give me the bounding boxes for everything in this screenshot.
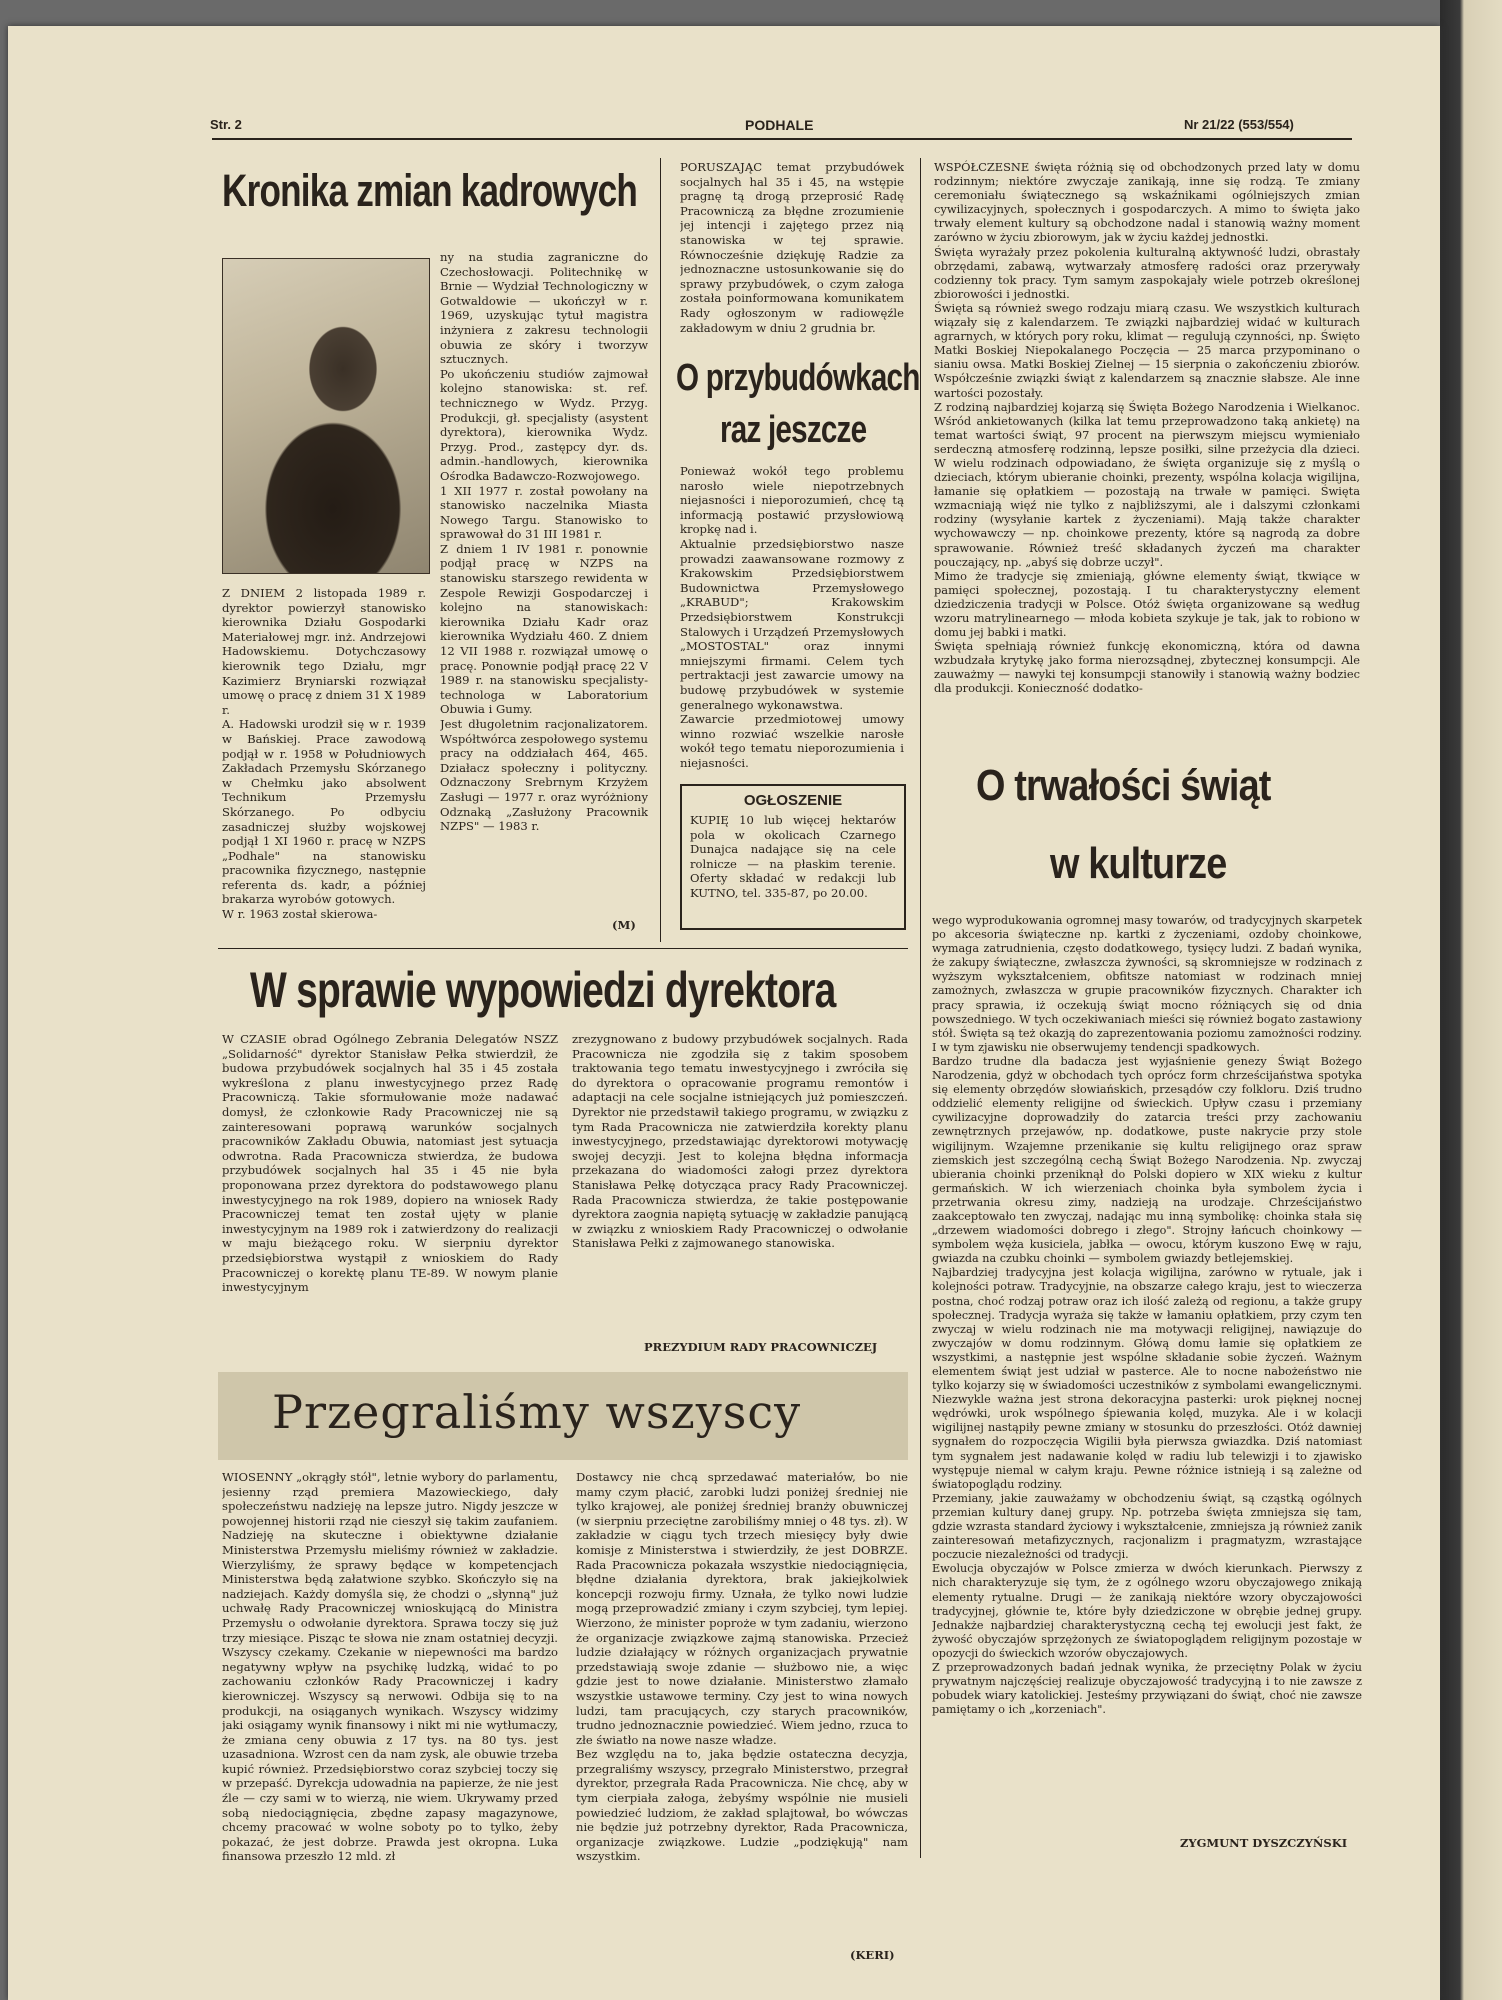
- kronika-column-1: Z DNIEM 2 listopada 1989 r. dyrektor powierzył stanowisko kierownika Działu Gospodarki Materiałowej mgr. inż. Andrzejowi Hadowskiemu. Dotychczasowy kierownik tego Działu, mgr Kazimierz Bryniarski rozwiązał umowę o pracę z dniem 31 X 1989 r. A. Hadowski urodził się w r. 1939 w Bańskiej. Prace zawodową podjął w r. 1958 w Południowych Zakładach Przemysłu Skórzanego w Chełmku jako absolwent Technikum Przemysłu Skórzanego. Po odbyciu zasadniczej służby wojskowej podjął 1 XI 1960 r. pracę w NZPS „Podhale" na stanowisku pracownika fizycznego, następnie referenta ds. kadr, a później brakarza wyrobów gotowych. W r. 1963 został skierowa-: [222, 586, 426, 922]
- wypowiedz-column-1: W CZASIE obrad Ogólnego Zebrania Delegatów NSZZ „Solidarność" dyrektor Stanisław Pełka stwierdził, że budowa przybudówek socjalnych hal 35 i 45 została wykreślona z planu inwestycyjnego przez Radę Pracowniczą. Takie sformułowanie może nadawać domysł, że członkowie Rady Pracowniczej nie są zainteresowani poprawą warunków socjalnych pracowników Zakładu Obuwia, natomiast jest sytuacja odwrotna. Rada Pracownicza stwierdza, że budowa przybudówek socjalnych hal 35 i 45 nie była proponowana przez dyrektora do podstawowego planu inwestycyjnego na rok 1989, dopiero na wniosek Rady Pracowniczej temat ten został ujęty w planie inwestycyjnym na 1989 rok i zatwierdzony do realizacji w maju bieżącego roku. W sierpniu dyrektor przedsiębiorstwa wystąpił z wnioskiem do Rady Pracowniczej o korektę planu TE-89. W nowym planie inwestycyjnym: [222, 1032, 558, 1295]
- kronika-title: Kronika zmian kadrowych: [222, 165, 638, 216]
- wypowiedz-signature: PREZYDIUM RADY PRACOWNICZEJ: [644, 1340, 878, 1354]
- przegralismy-column-1: WIOSENNY „okrągły stół", letnie wybory do parlamentu, jesienny rząd premiera Mazowieckiego, dały społeczeństwu nadzieję na lepsze jutro. Nigdy jeszcze w powojennej historii rząd nie cieszył się takim zaufaniem. Nadzieję na skuteczne i obiektywne działanie Ministerstwa Przemysłu mieliśmy również w zakładzie. Wierzyliśmy, że sprawy będące w kompetencjach Ministerstwa będą załatwione szybko. Skończyło się na nadziejach. Każdy domyśla się, że chodzi o „słynną" już uchwałę Rady Pracowniczej wnioskującą do Ministra Przemysłu o odwołanie dyrektora. Sprawa toczy się już trzy miesiące. Pisząc te słowa nie znam ostatniej decyzji. Wszyscy czekamy. Czekanie w niepewności ma bardzo negatywny wpływ na psychikę ludzką, widać to po zachowaniu członków Rady Pracowniczej i kadry kierowniczej. Wszyscy są nerwowi. Odbija się to na produkcji, na osiąganych wynikach. Wszyscy widzimy jaki osiągamy wynik finansowy i nikt mi nie wytłumaczy, że zmiana ceny obuwia z 17 tys. na 80 tys. jest uzasadniona. Wzrost cen da nam zysk, ale obuwie trzeba kupić również. Przedsiębiorstwo coraz szybciej toczy się w przepaść. Dyrekcja udowadnia na papierze, że nie jest źle — czy sami w to wierzą, nie wiem. Ukrywamy przed sobą niedociągnięcia, zbędne zapasy magazynowe, chcemy pracować w wolne soboty po to tylko, żeby pokazać, że jest dobrze. Prawda jest okropna. Luka finansowa przeszło 12 mld. zł: [222, 1470, 558, 1864]
- przegralismy-column-2: Dostawcy nie chcą sprzedawać materiałów, bo nie mamy czym płacić, zarobki ludzi poniżej średniej nie tylko krajowej, ale poniżej średniej branży obuwniczej (w sierpniu przeciętne zarobiliśmy mniej o 48 tys. zł). W zakładzie w ciągu tych trzech miesięcy były dwie komisje z Ministerstwa i stwierdziły, że jest DOBRZE. Rada Pracownicza pokazała wszystkie niedociągnięcia, błędne działania dyrektora, brak jakiejkolwiek koncepcji rozwoju firmy. Uznała, że tylko nowi ludzie mogą przeprowadzić zmiany i czym szybciej, tym lepiej. Wierzono, że minister poproże w tym zadaniu, wierzono że organizacje związkowe zajmą stanowiska. Przecież ludzie działający w różnych organizacjach prywatnie przedstawiają swoje zdanie — służbowo nie, a więc gdzie jest to nowe działanie. Ministerstwo złamało wszystkie ustawowe terminy. Czy jest to wina nowych ludzi, tam pracujących, czy starych pracowników, trudno jednoznacznie powiedzieć. Wiem jedno, rzuca to złe światło na nowe nasze władze. Bez względu na to, jaka będzie ostateczna decyzja, przegraliśmy wszyscy, przegrało Ministerstwo, przegrał dyrektor, przegrała Rada Pracownicza. Nie chcę, aby w tym cierpiała załoga, żebyśmy wspólnie nie musieli powiedzieć ludziom, że zakład splajtował, bo wówczas nie będzie już potrzebny dyrektor, Rada Pracownicza, organizacje związkowe. Ludzie „podziękują" nam wszystkim.: [576, 1470, 908, 1864]
- kronika-signature: (M): [612, 918, 636, 932]
- przybudowki-body: Ponieważ wokół tego problemu narosło wiele niepotrzebnych niejasności i nieporozumień, chcę tą informacją postawić przysłowiową kropkę nad i. Aktualnie przedsiębiorstwo nasze prowadzi zaawansowane rozmowy z Krakowskim Przedsiębiorstwem Budownictwa Przemysłowego „KRABUD"; Krakowskim Przedsiębiorstwem Konstrukcji Stalowych i Urządzeń Przemysłowych „MOSTOSTAL" oraz innymi mniejszymi firmami. Celem tych pertraktacji jest zawarcie umowy na budowę przybudówek w systemie generalnego wykonawstwa. Zawarcie przedmiotowej umowy winno rozwiać wszelkie narosłe wokół tego tematu nieporozumienia i niejasności.: [680, 464, 904, 770]
- column-rule-right: [920, 158, 921, 1858]
- przybudowki-title-line-1: O przybudówkach: [676, 357, 920, 399]
- swieta-author: ZYGMUNT DYSZCZYŃSKI: [1180, 1836, 1348, 1850]
- portrait-photo: [222, 258, 430, 574]
- ad-text: KUPIĘ 10 lub więcej hektarów pola w okolicach Czarnego Dunajca nadające się na cele rolnicze — na płaskim terenie. Oferty składać w redakcji lub KUTNO, tel. 335-87, po 20.00.: [690, 813, 896, 900]
- ad-title: OGŁOSZENIE: [743, 792, 843, 809]
- kronika-column-2: ny na studia zagraniczne do Czechosłowacji. Politechnikę w Brnie — Wydział Technologiczny w Gotwaldowie — ukończył w r. 1969, uzyskując tytuł magistra inżyniera z zakresu technologii obuwia ze skóry i tworzyw sztucznych. Po ukończeniu studiów zajmował kolejno stanowiska: st. ref. technicznego w Wydz. Przyg. Produkcji, gł. specjalisty (asystent dyrektora), kierownika Wydz. Przyg. Prod., zastępcy dyr. ds. admin.-handlowych, kierownika Ośrodka Badawczo-Rozwojowego. 1 XII 1977 r. został powołany na stanowisko naczelnika Miasta Nowego Targu. Stanowisko to sprawował do 31 III 1981 r. Z dniem 1 IV 1981 r. ponownie podjął pracę w NZPS na stanowisku starszego rewidenta w Zespole Rewizji Gospodarczej i kolejno na stanowiskach: kierownika Działu Kadr oraz kierownika Wydziału 460. Z dniem 12 VII 1988 r. rozwiązał umowę o pracę. Ponownie podjął pracę 22 V 1989 r. na stanowisku specjalisty-technologa w Laboratorium Obuwia i Gumy. Jest długoletnim racjonalizatorem. Współtwórca zespołowego systemu pracy na oddziałach 464, 465. Działacz społeczny i polityczny. Odznaczony Srebrnym Krzyżem Zasługi — 1977 r. oraz wyróżniony Odznaką „Zasłużony Pracownik NZPS" — 1983 r.: [440, 250, 648, 834]
- swieta-title-line-1: O trwałości świąt: [976, 761, 1271, 810]
- masthead: PODHALE: [745, 117, 814, 133]
- wypowiedz-column-2: zrezygnowano z budowy przybudówek socjalnych. Rada Pracownicza nie zgodziła się z takim sposobem traktowania tego tematu inwestycyjnego i zwróciła się do dyrektora o opracowanie programu remontów i adaptacji na cele socjalne istniejących już pomieszczeń. Dyrektor nie przedstawił takiego programu, w związku z tym Rada Pracownicza nie zatwierdziła korekty planu inwestycyjnego, przedstawiając dyrektorowi motywację swojej decyzji. Jest to kolejna błędna informacja przekazana do wiadomości załogi przez dyrektora Stanisława Pełkę dotycząca pracy Rady Pracowniczej. Rada Pracownicza stwierdza, że takie postępowanie dyrektora zaognia napiętą sytuację w zakładzie panującą w związku z wnioskiem Rady Pracowniczej o odwołanie Stanisława Pełki z zajmowanego stanowiska.: [572, 1032, 908, 1251]
- section-rule: [218, 948, 908, 949]
- adjacent-page-edge: [1440, 0, 1502, 2000]
- header-rule: [212, 138, 1352, 140]
- wypowiedz-title: W sprawie wypowiedzi dyrektora: [250, 962, 836, 1018]
- issue-number: Nr 21/22 (553/554): [1184, 117, 1294, 132]
- przegralismy-title: Przegraliśmy wszyscy: [272, 1385, 802, 1439]
- column-rule: [660, 158, 661, 942]
- przybudowki-title-line-2: raz jeszcze: [720, 409, 867, 451]
- swieta-body: wego wyprodukowania ogromnej masy towarów, od tradycyjnych skarpetek po akcesoria świąteczne np. kartki z życzeniami, ozdoby choinkowe, wymaga zatrudnienia, często dodatkowego, tysięcy ludzi. Z badań wynika, że zakupy świąteczne, zwłaszcza żywności, są skromniejsze w rodzinach z wyższym wykształceniem, obfitsze natomiast w rodzinach mniej zamożnych, zwłaszcza w grupie pracowników fizycznych. Charakter ich pracy sprawia, iż oczekują świąt mocno różniących się od dnia powszedniego. W tych oczekiwaniach mieści się również bogato zastawiony stół. Święta są też okazją do zaprezentowania poziomu zamożności rodziny. I w tym zjawisku nie obserwujemy tendencji spadkowych. Bardzo trudne dla badacza jest wyjaśnienie genezy Świąt Bożego Narodzenia, gdyż w obchodach tych oprócz form chrześcijaństwa spotyka się elementy obrzędów słowiańskich, przesądów czy folkloru. Dziś trudno oddzielić elementy religijne od świeckich. Upływ czasu i przemiany cywilizacyjne doprowadziły do zatarcia treści przy zachowaniu zewnętrznych przejawów, np. dodatkowe, puste nakrycie przy stole wigilijnym. Wzajemne przenikanie się kultu religijnego oraz spraw ziemskich jest szczególną cechą Świąt Bożego Narodzenia. Np. zwyczaj ubierania choinki przeniknął do Polski dopiero w XIX wieku z kultur germańskich. W ich wierzeniach choinka była symbolem życia i przetrwania okresu zimy, nadzieją na urodzaje. Chrześcijaństwo zaakceptowało ten zwyczaj, nadając mu inną symbolikę: choinka stała się „drzewem wiadomości dobrego i złego". Strojny łańcuch choinkowy — symbolem węża kusiciela, jabłka — owocu, którym kuszono Ewę w raju, gwiazda na czubku choinki — symbolem gwiazdy betlejemskiej. Najbardziej tradycyjna jest kolacja wigilijna, zarówno w rytuale, jak i kolejności potraw. Tradycyjnie, na obszarze całego kraju, jest to wieczerza postna, choć rodzaj potraw oraz ich ilość zależą od regionu, a także grupy społecznej. Tradycja wyraża się także w łamaniu opłatkiem, przy czym ten zwyczaj w wielu rodzinach nie ma motywacji religijnej, nawiązuje do zwyczajów w domu rodzinnym. Główą domu łamie się opłatkiem ze wszystkimi, a następnie jest wspólne składanie sobie życzeń. Ważnym elementem świąt jest udział w pasterce. Ale to nocne nabożeństwo nie tylko kojarzy się w świadomości uczestników z symbolami ewangelicznymi. Niezwykle ważna jest strona dekoracyjna pasterki: urok pięknej nocnej wędrówki, urok wspólnego śpiewania kolęd, muzyka. Ale i w kolacji wigilijnej nastąpiły pewne zmiany w stosunku do przeszłości. Otóż dawniej sygnałem do rozpoczęcia Wigilii była pierwsza gwiazdka. Dziś natomiast tym sygnałem jest nadawanie kolęd w radiu lub telewizji i to zjawisko występuje niemal w całym kraju. Pewne różnice istnieją i są zależne od światopoglądu rodziny. Przemiany, jakie zauważamy w obchodzeniu świąt, są cząstką ogólnych przemian kultury danej grupy. Np. potrzeba święta zmniejsza się tam, gdzie wzrasta standard życiowy i wykształcenie, zmniejsza ją również zanik zainteresowań metafizycznych, racjonalizm i pragmatyzm, wzrastające poczucie niezależności od tradycji. Ewolucja obyczajów w Polsce zmierza w dwóch kierunkach. Pierwszy z nich charakteryzuje się tym, że z ogólnego wzoru obyczajowego znikają elementy rytualne. Drugi — że zanikają niektóre wzory obyczajowości tradycyjnej, głównie te, które były dziedziczone w obrębie jednej grupy. Jednakże najbardziej charakterystyczną cechą tej ewolucji jest fakt, że żywość obyczajów sprzężonych ze światopoglądem religijnym pozostaje w opozycji do świeckich wzorów obyczajowych. Z przeprowadzonych badań jednak wynika, że przeciętny Polak w życiu prywatnym najczęściej realizuje obyczajowość tradycyjną i to nie zawsze z pobudek wiary katolickiej. Jesteśmy przywiązani do świąt, choć nie zawsze pamiętamy o ich „korzeniach".: [932, 914, 1362, 1717]
- swieta-title-line-2: w kulturze: [1050, 839, 1227, 888]
- swieta-intro: WSPÓŁCZESNE święta różnią się od obchodzonych przed laty w domu rodzinnym; niektóre zwyczaje zanikają, inne się rodzą. Te zmiany ceremoniału świątecznego są wskaźnikami ogólniejszych zmian cywilizacyjnych, społecznych i gospodarczych. A mimo to święta jako trwały element kultury są obchodzone nadal i stanowią ważny moment zarówno w życiu zbiorowym, jak w życiu każdej jednostki. Święta wyrażały przez pokolenia kulturalną aktywność ludzi, obrastały obrzędami, zabawą, wytwarzały atmosferę radości oraz przerywały codzienny tok pracy. Tym samym zaspokajały wiele potrzeb określonej zbiorowości i jednostki. Święta są również swego rodzaju miarą czasu. We wszystkich kulturach wiązały się z kalendarzem. Te związki najbardziej widać w kulturach agrarnych, w których pory roku, klimat — regulują czynności, np. Święto Matki Boskiej Niepokalanego Poczęcia — 25 marca przypominano o sianiu owsa. Matki Boskiej Zielnej — 15 sierpnia o zakończeniu zbiorów. Współcześnie związki świąt z kalendarzem są znacznie słabsze. Ale inne wartości pozostały. Z rodziną najbardziej kojarzą się Święta Bożego Narodzenia i Wielkanoc. Wśród ankietowanych (kilka lat temu przeprowadzono taką ankietę) na temat wartości świąt, 97 procent na pierwszym miejscu wymieniało serdeczną atmosferę rodzinną, lepsze posiłki, silne przeżycia dla dzieci. W wielu rodzinach odpowiadano, że święta organizuje się z myślą o dzieciach, którym ubieranie choinki, prezenty, wspólna kolacja wigilijna, łamanie się opłatkiem — pozostają na trwałe w pamięci. Święta wzmacniają więź nie tylko z najbliższymi, ale i dalszymi członkami rodziny (wysyłanie kartek z życzeniami). Mają także charakter wychowawczy — np. choinkowe prezenty, które są nagrodą za dobre sprawowanie. Również treść składanych życzeń ma charakter pouczający, np. „abyś się dobrze uczył". Mimo że tradycje się zmieniają, główne elementy świąt, tkwiące w pamięci społecznej, pozostają. I tu charakterystyczny element dziedziczenia tradycji w Polsce. Otóż święta organizowane są według wzoru matrylinearnego — młoda kobieta szykuje je tak, jak to robiono w domu jej babki i matki. Święta spełniają również funkcję ekonomiczną, która od dawna wzbudzała krytykę jako forma nierozsądnej, zbytecznej konsumpcji. Ale zauważmy — nawyki tej konsumpcji stanowiły i stanowią ważny bodziec dla produkcji. Konieczność dodatko-: [934, 160, 1360, 696]
- classified-ad-box: [680, 784, 906, 930]
- przegralismy-signature: (KERI): [850, 1948, 895, 1962]
- page-number: Str. 2: [210, 117, 242, 132]
- przybudowki-lead: PORUSZAJĄC temat przybudówek socjalnych hal 35 i 45, na wstępie pragnę tą drogą przeprosić Radę Pracowniczą za błędne zrozumienie jej intencji i zajętego przez nią stanowiska w tej sprawie. Równocześnie dziękuję Radzie za jednoznaczne ustosunkowanie się do sprawy przybudówek, o czym załoga została poinformowana komunikatem Rady ogłoszonym w radiowęźle zakładowym w dniu 2 grudnia br.: [680, 160, 904, 335]
